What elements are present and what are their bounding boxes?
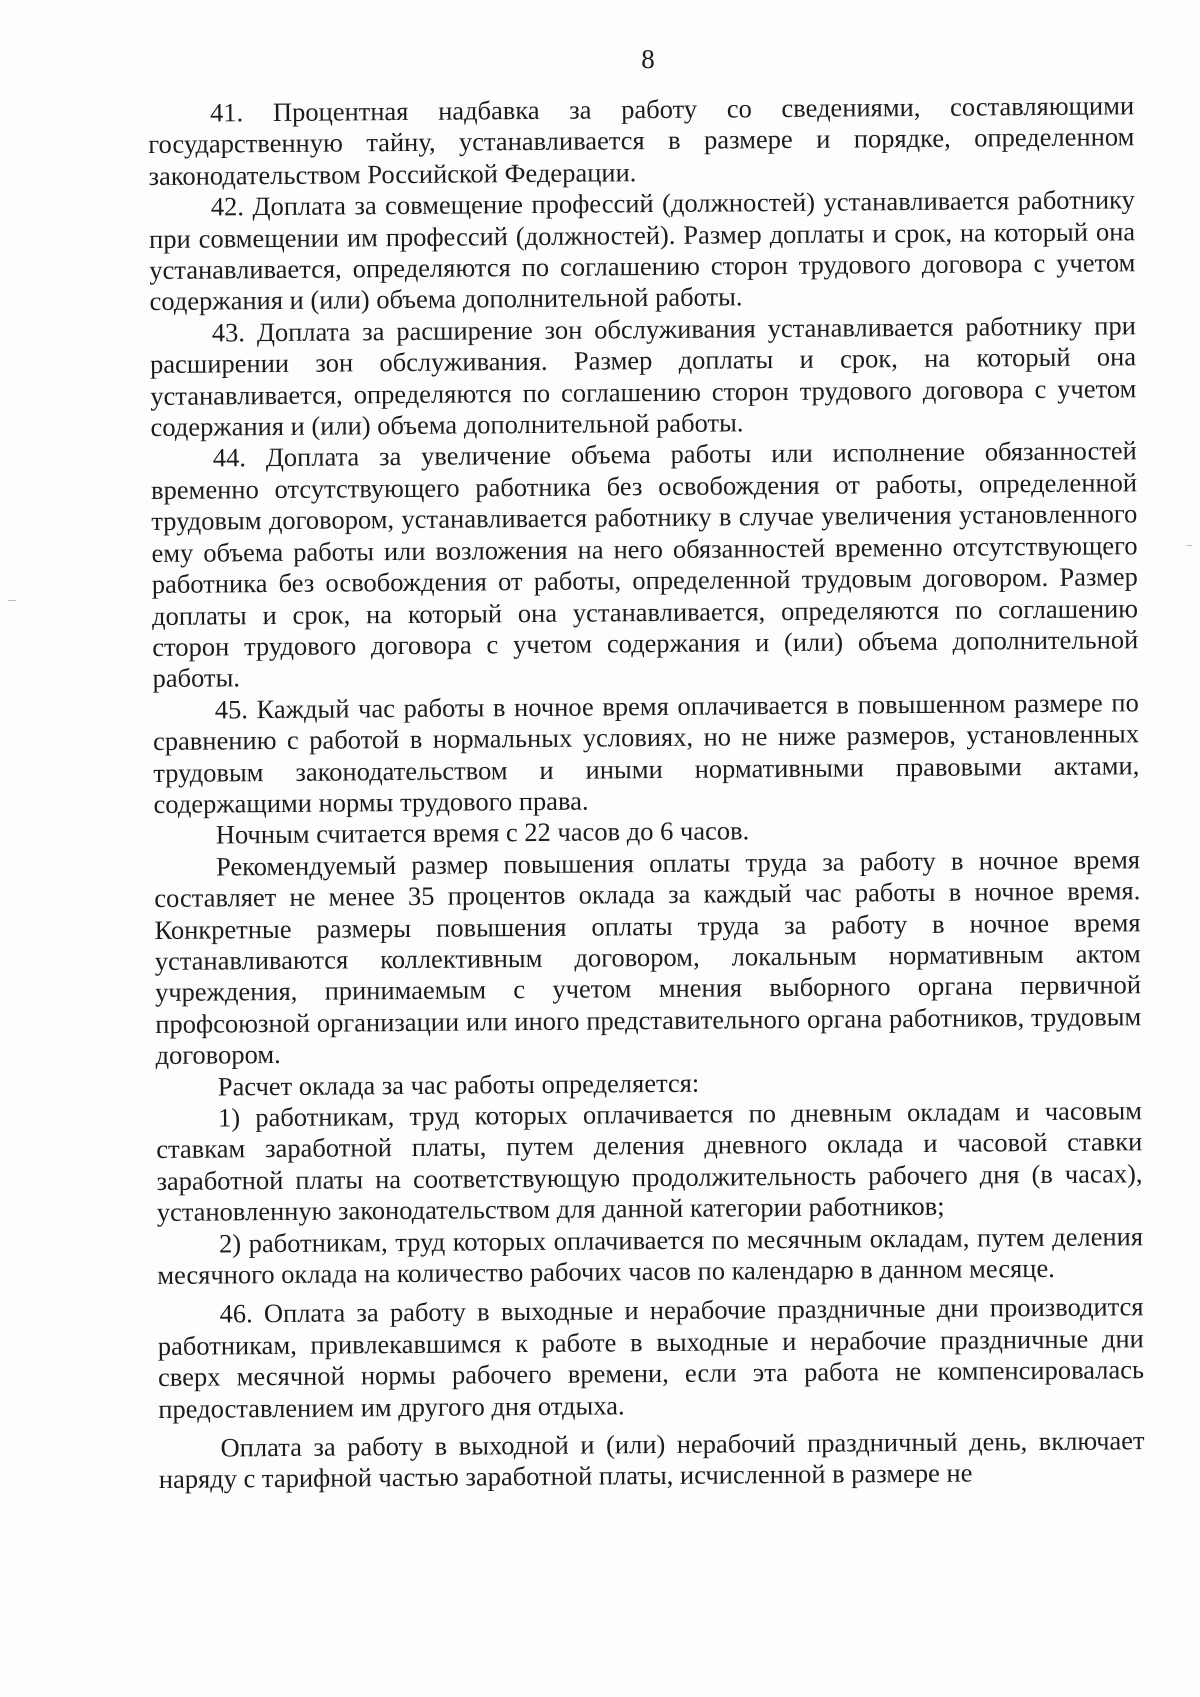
list-item-monthly: 2) работникам, труд которых оплачивается по месячным окладам, путем деления месячного оклада на количество рабочих часов по календарю в данном месяце. — [157, 1220, 1144, 1290]
paragraph-45: 45. Каждый час работы в ночное время оплачивается в повышенном размере по сравнению с работой в нормальных условиях, но не ниже размеров, установленных трудовым законодательством и иными нормативными правовыми актами, содержащими нормы трудового права. — [152, 686, 1140, 819]
page-number: 8 — [641, 44, 655, 74]
paragraph-46: 46. Оплата за работу в выходные и нерабочие праздничные дни производится работникам, привлекавшимся к работе в выходные и нерабочие праздничные дни сверх месячной нормы рабочего времени, если эта работа не компенсировалась предоставлением им другого дня отдыха. — [157, 1291, 1145, 1424]
scan-margin-mark — [1186, 545, 1192, 546]
paragraph-hourly-rate-calculation: Расчет оклада за час работы определяется: — [217, 1067, 700, 1102]
paragraph-recommended-rate: Рекомендуемый размер повышения оплаты труда за работу в ночное время составляет не менее 35 процентов оклада за каждый час работы в ночное время. Конкретные размеры повышения оплаты труда за работу в ночное время устанавливаются коллективным договором, локальным нормативным актом учреждения, принимаемым с учетом мнения выборного органа первичной профсоюзной организации или иного представительного органа работников, трудовым договором. — [154, 843, 1142, 1071]
list-item-daily-hourly: 1) работникам, труд которых оплачивается по дневным окладам и часовым ставкам заработной платы, путем деления дневного оклада и часовой ставки заработной платы на соответствующую продолжительность рабочего дня (в часах), установленную законодательством для данной категории работников; — [156, 1095, 1143, 1228]
paragraph-night-time: Ночным считается время с 22 часов до 6 часов. — [215, 815, 750, 850]
paragraph-42: 42. Доплата за совмещение профессий (должностей) устанавливается работнику при совмещении им профессий (должностей). Размер доплаты и срок, на который она устанавливается, определяются по соглашению сторон трудового договора с учетом содержания и (или) объема дополнительной работы. — [148, 184, 1136, 317]
paragraph-holiday-pay: Оплата за работу в выходной и (или) нерабочий праздничный день, включает наряду с тарифной частью заработной платы, исчисленной в размере не — [158, 1425, 1145, 1495]
paragraph-41: 41. Процентная надбавка за работу со сведениями, составляющими государственную тайну, устанавливается в размере и порядке, определенном законодательством Российской Федерации. — [148, 90, 1135, 191]
scan-margin-mark — [8, 600, 16, 601]
document-body — [148, 90, 1145, 1496]
paragraph-44: 44. Доплата за увеличение объема работы или исполнение обязанностей временно отсутствующего работника без освобождения от работы, определенной трудовым договором, устанавливается работнику в случае увеличения установленного ему объема работы или возложения на него обязанностей временно отсутствующего работника без освобождения от работы, определенной трудовым договором. Размер доплаты и срок, на который она устанавливается, определяются по соглашению сторон трудового договора с учетом содержания и (или) объема дополнительной работы. — [150, 435, 1139, 694]
paragraph-43: 43. Доплата за расширение зон обслуживания устанавливается работнику при расширении зон обслуживания. Размер доплаты и срок, на который она устанавливается, определяются по соглашению сторон трудового договора с учетом содержания и (или) объема дополнительной работы. — [149, 310, 1137, 443]
